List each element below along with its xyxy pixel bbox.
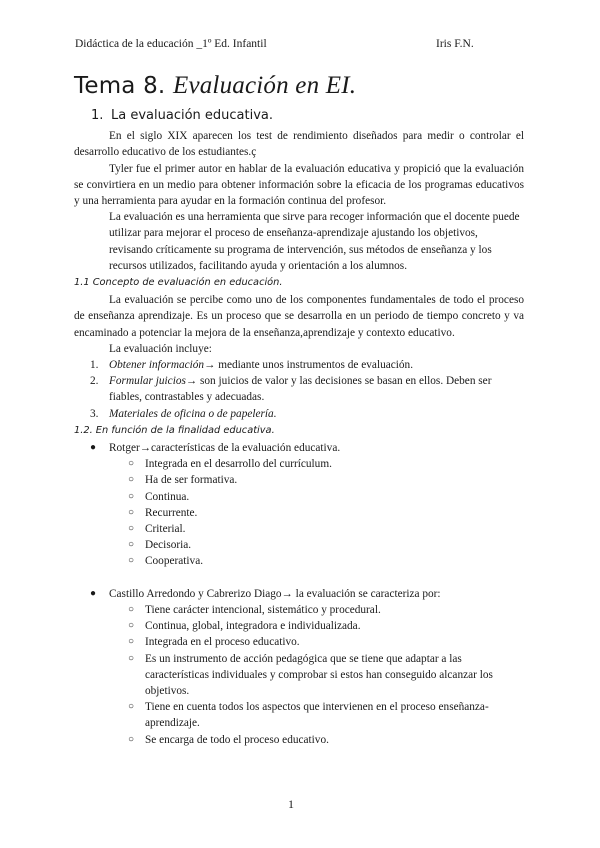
circle-bullet-icon: ○ <box>128 506 135 518</box>
header-course: Didáctica de la educación _1º Ed. Infantil <box>75 38 267 50</box>
bullet-icon: ● <box>90 587 97 599</box>
paragraph: En el siglo XIX aparecen los test de rendimiento diseñados para medir o controlar el desarrollo educativo de los estudiantes.ç <box>74 130 524 159</box>
spacer <box>74 570 524 586</box>
page-number: 1 <box>288 797 294 811</box>
list-item: 2. Formular juicios→ son juicios de valor y las decisiones se basan en ellos. Deben ser fiables, contrastables y adecuadas. <box>90 375 492 404</box>
section-1-2-heading: 1.2. En función de la finalidad educativa. <box>74 424 275 436</box>
section-1-title: La evaluación educativa. <box>111 108 274 123</box>
list-item: 3. Materiales de oficina o de papelería. <box>90 407 277 420</box>
circle-bullet-icon: ○ <box>128 555 135 567</box>
document-body <box>74 108 524 748</box>
sub-list <box>109 602 524 748</box>
circle-bullet-icon: ○ <box>128 603 135 615</box>
list-item: 1. Obtener información→ mediante unos instrumentos de evaluación. <box>90 359 414 372</box>
list-item: ○ Es un instrumento de acción pedagógica que se tiene que adaptar a las características individuales y comprobar si estos han conseguido alcanzar los objetivos. <box>128 652 493 697</box>
list-item: ○ Continua, global, integradora e individualizada. <box>109 618 524 634</box>
paragraph: La evaluación se percibe como uno de los componentes fundamentales de todo el proceso de enseñanza aprendizaje. Es un proceso que se desarrolla en un periodo de tiempo concreto y va encaminado a potenciar la mejora de la enseñanza,aprendizaje y contexto educativo. <box>74 294 524 339</box>
list-item: ○ Se encarga de todo el proceso educativo. <box>109 732 524 748</box>
paragraph: La evaluación es una herramienta que sirve para recoger información que el docente puede utilizar para mejorar el proceso de enseñanza-aprendizaje ajustando los objetivos, revisando críticamente su programa de intervención, sus métodos de enseñanza y los recursos utilizados, facilitando ayuda y orientación a los alumnos. <box>109 211 520 272</box>
list-item: ○ Ha de ser formativa. <box>109 472 524 488</box>
section-1-1-heading: 1.1 Concepto de evaluación en educación. <box>74 277 283 289</box>
bullet-group-castillo <box>74 586 524 748</box>
list-item: ○ Tiene carácter intencional, sistemático y procedural. <box>109 602 524 618</box>
circle-bullet-icon: ○ <box>128 539 135 551</box>
list-item: ○ Tiene en cuenta todos los aspectos que intervienen en el proceso enseñanza-aprendizaje. <box>128 701 489 730</box>
section-1-number: 1. <box>91 108 104 123</box>
list-item: ○ Integrada en el desarrollo del currículum. <box>109 456 524 472</box>
circle-bullet-icon: ○ <box>128 474 135 486</box>
bullet-group-rotger <box>74 440 524 570</box>
characteristics-list <box>74 440 524 748</box>
paragraph: Tyler fue el primer autor en hablar de la evaluación educativa y propició que la evaluación se convirtiera en un medio para obtener información sobre la eficacia de los programas educativos y una herramienta para ayudar en la formación continua del profesor. <box>74 162 524 208</box>
page-title <box>74 72 356 100</box>
list-item: ○ Integrada en el proceso educativo. <box>109 634 524 650</box>
circle-bullet-icon: ○ <box>128 490 135 502</box>
list-item: ○ Continua. <box>109 489 524 505</box>
circle-bullet-icon: ○ <box>128 701 135 713</box>
circle-bullet-icon: ○ <box>128 652 135 664</box>
title-prefix: Tema 8. <box>74 73 173 99</box>
bullet-icon: ● <box>90 442 97 454</box>
section-1-heading <box>91 108 524 124</box>
circle-bullet-icon: ○ <box>128 636 135 648</box>
includes-label: La evaluación incluye: <box>109 342 212 355</box>
circle-bullet-icon: ○ <box>128 523 135 535</box>
bullet-label: Castillo Arredondo y Cabrerizo Diago→ la evaluación se caracteriza por: <box>109 587 441 600</box>
list-item: ○ Cooperativa. <box>109 553 524 569</box>
circle-bullet-icon: ○ <box>128 620 135 632</box>
bullet-label: Rotger→características de la evaluación educativa. <box>109 442 341 455</box>
list-item: ○ Recurrente. <box>109 505 524 521</box>
title-italic: Evaluación en EI. <box>172 72 357 99</box>
sub-list <box>109 456 524 569</box>
circle-bullet-icon: ○ <box>128 458 135 470</box>
circle-bullet-icon: ○ <box>128 733 135 745</box>
includes-list <box>74 357 524 422</box>
list-item: ○ Decisoria. <box>109 537 524 553</box>
header-author: Iris F.N. <box>436 38 474 50</box>
list-item: ○ Criterial. <box>109 521 524 537</box>
